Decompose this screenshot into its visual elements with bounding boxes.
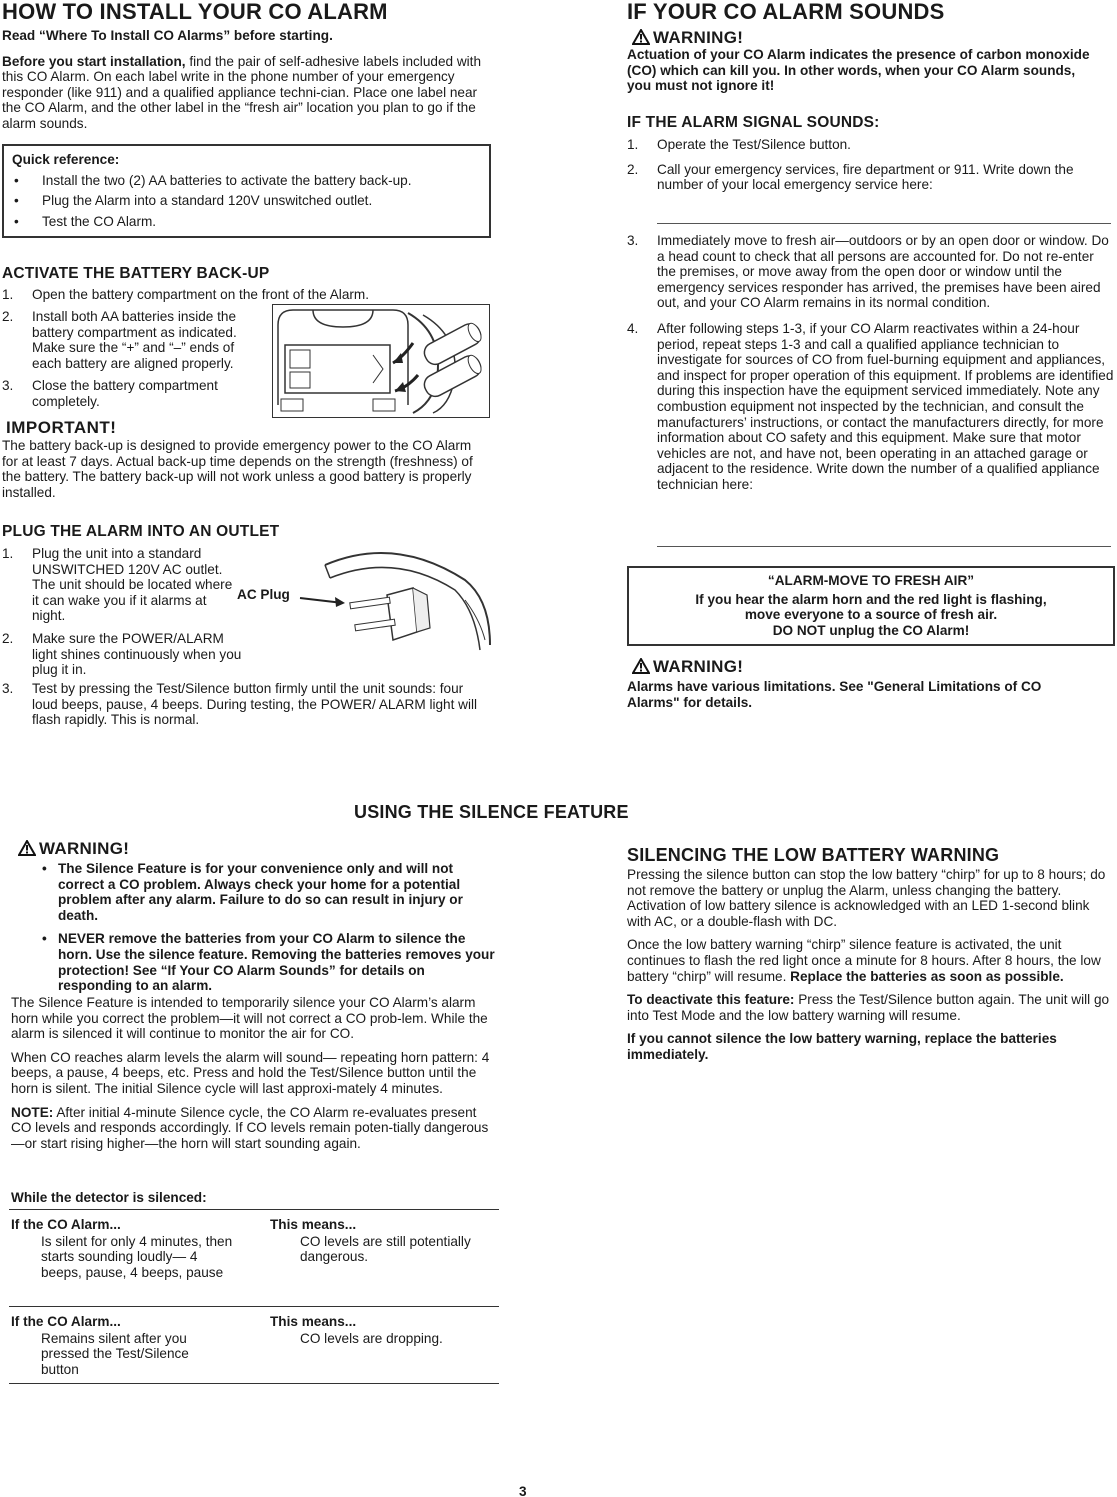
note-label: NOTE: xyxy=(11,1104,54,1120)
warning-heading-2 xyxy=(632,657,743,676)
low-battery-paragraph-3 xyxy=(627,992,1113,1023)
fresh-air-line-4: DO NOT unplug the CO Alarm! xyxy=(772,622,970,638)
battery-steps-list xyxy=(2,309,264,417)
table-row-meaning-label: This means... xyxy=(270,1216,357,1232)
before-installation-paragraph xyxy=(2,54,487,132)
warning-triangle-icon xyxy=(632,29,650,45)
silence-note xyxy=(11,1105,499,1152)
table-row-condition-text: Remains silent after you pressed the Test/Silence button xyxy=(41,1330,189,1377)
low-battery-paragraph-1: Pressing the silence button can stop the low battery “chirp” for up to 8 hours; do not remove the battery or unplug the Alarm, unless changing the battery. Activation of low battery silence is acknowledged with an LED 1-second blink with AC, or a double-flash with DC. xyxy=(627,867,1106,929)
plug-step-3 xyxy=(2,681,490,735)
low-battery-paragraph-2 xyxy=(627,937,1113,984)
table-row xyxy=(9,1307,499,1384)
low-battery-paragraph-2-text: Once the low battery warning “chirp” silence feature is activated, the unit continues to flash the red light once a minute for 8 hours. After 8 hours, the low battery “chirp” will resume. xyxy=(627,937,1101,984)
low-battery-paragraph-4: If you cannot silence the low battery warning, replace the batteries immediately. xyxy=(627,1031,1057,1062)
deactivate-text: Press the Test/Silence button again. The unit will go into Test Mode and the low battery warning will resume. xyxy=(627,992,1110,1023)
step-text: Immediately move to fresh air—outdoors or by an open door or window. Do a head count to check that all persons are accounted for. Do not re-enter the premises, or move away from the open door or window until the emergency services responder has arrived, the premises have been aired out, and your CO Alarm remains in its normal condition. xyxy=(657,233,1109,311)
quick-reference-item xyxy=(12,193,481,209)
quick-reference-item xyxy=(12,173,481,189)
before-installation-bold: Before you start installation, xyxy=(2,53,186,69)
step-text: Open the battery compartment on the front of the Alarm. xyxy=(32,287,370,302)
deactivate-label: To deactivate this feature: xyxy=(627,992,795,1008)
quick-reference-title: Quick reference: xyxy=(12,152,120,167)
install-title: HOW TO INSTALL YOUR CO ALARM xyxy=(2,0,388,24)
step-number: 1. xyxy=(627,137,639,152)
low-battery-content xyxy=(627,867,1113,1071)
step-number: 3. xyxy=(2,378,14,394)
alarm-steps-list-2 xyxy=(627,233,1114,500)
step-text: After following steps 1-3, if your CO Alarm reactivates within a 24-hour period, repeat steps 1-3 and call a qualified appliance technician to investigate for sources of CO from fuel-burning equipment and appliances, and inspect for proper operation of this equipment. If problems are identified during this inspection have the equipment serviced immediately. Note any combustion equipment not inspected by the technician, and consult the manufacturers’ instructions, or contact the manufacturers directly, for more information about CO safety and this equipment. Make sure that motor vehicles are not, and have not, been operating in an attached garage or adjacent to the residence. Write down the number of a qualified appliance technician here: xyxy=(657,320,1114,492)
step-text: Install both AA batteries inside the battery compartment as indicated. Make sure the “+” and “–” ends of each battery are aligned properly. xyxy=(32,309,237,371)
silence-warning-item xyxy=(42,861,497,923)
alarm-step-4 xyxy=(627,321,1114,493)
plug-step-1 xyxy=(2,546,242,624)
step-number: 1. xyxy=(2,546,14,561)
bullet: • xyxy=(14,193,19,209)
step-number: 1. xyxy=(2,287,14,302)
replace-batteries-text: Replace the batteries as soon as possible. xyxy=(790,968,1064,984)
silenced-table-caption: While the detector is silenced: xyxy=(9,1190,499,1210)
note-text: After initial 4-minute Silence cycle, the CO Alarm re-evaluates present CO levels and responds accordingly. If CO levels remain poten-tially dangerous—or start rising higher—the horn will start sounding again. xyxy=(11,1104,489,1151)
silence-warning-list xyxy=(42,861,497,994)
warning-text: Actuation of your CO Alarm indicates the presence of carbon monoxide (CO) which can kill you. In other words, when your CO Alarm sounds, you must not ignore it! xyxy=(627,47,1090,94)
step-text: Plug the unit into a standard UNSWITCHED 120V AC outlet. The unit should be located where it can wake you if it alarms at night. xyxy=(32,546,233,624)
bullet: • xyxy=(14,213,19,229)
silence-description xyxy=(11,995,499,1159)
fresh-air-line-2: If you hear the alarm horn and the red light is flashing, xyxy=(695,591,1047,607)
step-text: Call your emergency services, fire department or 911. Write down the number of your local emergency service here: xyxy=(657,161,1074,193)
plug-steps-list xyxy=(2,546,242,685)
battery-step-3 xyxy=(2,378,264,409)
alarm-step-3 xyxy=(627,233,1114,311)
quick-reference-item-text: Test the CO Alarm. xyxy=(42,213,157,229)
table-row-meaning-text: CO levels are dropping. xyxy=(300,1330,443,1346)
table-row-condition-text: Is silent for only 4 minutes, then starts sounding loudly— 4 beeps, pause, 4 beeps, pause xyxy=(41,1233,233,1280)
bullet: • xyxy=(42,861,47,876)
important-title: IMPORTANT! xyxy=(6,418,117,437)
warning-heading xyxy=(632,28,743,47)
bullet: • xyxy=(42,931,47,947)
plug-step-2 xyxy=(2,631,242,678)
silence-warning-item-text: The Silence Feature is for your convenience only and will not correct a CO problem. Always check your home for a potential problem after any alarm. Failure to do so can result in injury or death. xyxy=(58,861,463,923)
battery-backup-title: ACTIVATE THE BATTERY BACK-UP xyxy=(2,265,270,282)
important-text: The battery back-up is designed to provide emergency power to the CO Alarm for at least 7 days. Actual back-up time depends on the strength (freshness) of the battery. The battery back-up will not work unless a good battery is properly installed. xyxy=(2,438,473,500)
silence-paragraph-2: When CO reaches alarm levels the alarm will sound— repeating horn pattern: 4 beeps, a pause, 4 beeps, etc. Press and hold the Test/Silence button until the horn is silent. The initial Silence cycle will last approxi-mately 4 minutes. xyxy=(11,1049,490,1096)
battery-step-2 xyxy=(2,309,264,371)
table-row-meaning-text: CO levels are still potentially dangerous. xyxy=(300,1233,471,1265)
read-first-text: Read “Where To Install CO Alarms” before starting. xyxy=(2,28,333,43)
table-row-condition-label: If the CO Alarm... xyxy=(11,1216,121,1232)
table-row xyxy=(9,1210,499,1307)
silence-paragraph-1: The Silence Feature is intended to temporarily silence your CO Alarm’s alarm horn while you correct the problem—it will not correct a CO prob-lem. While the alarm is silenced it will continue to monitor the air for CO. xyxy=(11,995,488,1042)
fresh-air-box xyxy=(627,566,1115,646)
silenced-table xyxy=(9,1190,499,1384)
page-number: 3 xyxy=(519,1484,527,1497)
signal-sounds-title: IF THE ALARM SIGNAL SOUNDS: xyxy=(627,114,880,131)
ac-plug-label: AC Plug xyxy=(237,587,290,602)
quick-reference-item-text: Plug the Alarm into a standard 120V unswitched outlet. xyxy=(42,193,373,209)
emergency-number-line xyxy=(657,223,1111,224)
warning-triangle-icon xyxy=(632,658,650,674)
step-number: 2. xyxy=(2,309,14,324)
ac-plug-illustration xyxy=(295,540,495,655)
step-number: 4. xyxy=(627,320,639,336)
fresh-air-line-3: move everyone to a source of fresh air. xyxy=(744,607,998,623)
step-number: 2. xyxy=(627,161,639,177)
technician-number-line xyxy=(657,546,1111,547)
battery-illustration-svg xyxy=(273,305,488,416)
warning-2-text: Alarms have various limitations. See "General Limitations of CO Alarms" for details. xyxy=(627,679,1042,710)
step-text: Close the battery compartment completely. xyxy=(32,378,218,409)
step-text: Operate the Test/Silence button. xyxy=(657,137,851,152)
install-intro xyxy=(2,28,487,140)
quick-reference-item xyxy=(12,214,481,230)
quick-reference-item-text: Install the two (2) AA batteries to activate the battery back-up. xyxy=(42,172,412,188)
table-row-meaning-label: This means... xyxy=(270,1313,357,1329)
step-number: 2. xyxy=(2,630,14,646)
step-text: Test by pressing the Test/Silence button firmly until the unit sounds: four loud beeps, pause, 4 beeps. During testing, the POWER/ ALARM light will flash rapidly. This is normal. xyxy=(32,681,478,728)
alarm-steps-list xyxy=(627,137,1112,200)
alarm-sounds-title: IF YOUR CO ALARM SOUNDS xyxy=(627,0,945,24)
warning-title: WARNING! xyxy=(39,839,130,858)
quick-reference-box xyxy=(2,144,491,238)
plug-alarm-title: PLUG THE ALARM INTO AN OUTLET xyxy=(2,523,280,540)
low-battery-title: SILENCING THE LOW BATTERY WARNING xyxy=(627,845,1000,865)
step-text: Make sure the POWER/ALARM light shines continuously when you plug it in. xyxy=(32,630,242,678)
alarm-step-2 xyxy=(627,162,1112,193)
before-installation-text: find the pair of self-adhesive labels included with this CO Alarm. On each label write in the phone number of your emergency responder (like 911) and a qualified appliance techni-cian. Place one label near the CO Alarm, and the other label in the “fresh air” location you plan to go if the alarm sounds. xyxy=(2,53,482,131)
silence-feature-title: USING THE SILENCE FEATURE xyxy=(354,802,629,822)
alarm-step-1 xyxy=(627,137,1112,153)
battery-compartment-illustration xyxy=(272,304,490,418)
warning-title: WARNING! xyxy=(653,657,744,676)
step-number: 3. xyxy=(627,233,639,248)
warning-triangle-icon xyxy=(18,840,36,856)
warning-title: WARNING! xyxy=(653,28,744,47)
step-number: 3. xyxy=(2,681,14,696)
silence-warning-heading xyxy=(18,839,129,858)
bullet: • xyxy=(14,172,19,188)
silence-warning-item xyxy=(42,931,497,993)
fresh-air-line-1: “ALARM-MOVE TO FRESH AIR” xyxy=(767,573,975,588)
table-row-condition-label: If the CO Alarm... xyxy=(11,1313,121,1329)
silence-warning-item-text: NEVER remove the batteries from your CO Alarm to silence the horn. Use the silence feature. Removing the batteries removes your protection! See “If Your CO Alarm Sounds” for details on responding to an alarm. xyxy=(58,931,495,994)
